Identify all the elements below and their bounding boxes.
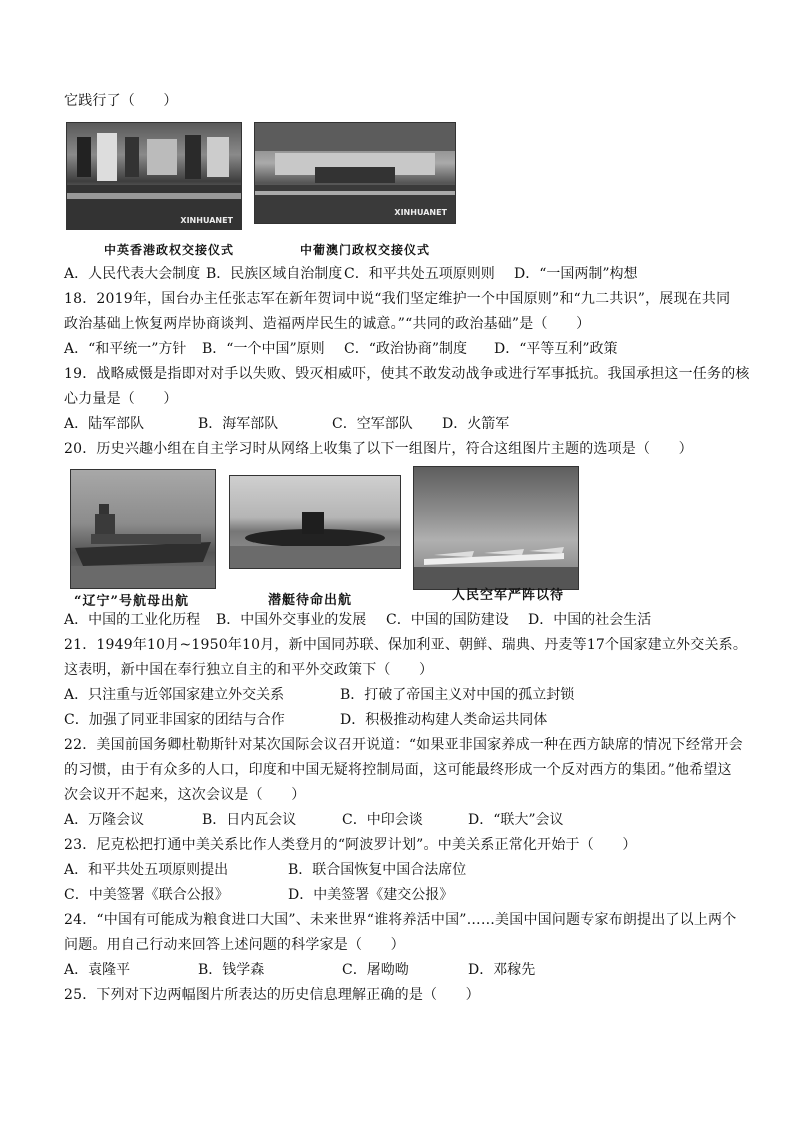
q17-options	[64, 263, 638, 285]
q20-options	[64, 609, 651, 631]
q19-options	[64, 413, 509, 435]
q21-options-row-2	[64, 709, 547, 731]
q18-stem-line-2: 政治基础上恢复两岸协商谈判、造福两岸民生的诚意。”“共同的政治基础”是（ ）	[64, 316, 591, 332]
q24-option-d[interactable]: D．邓稼先	[468, 962, 536, 978]
q21-options-row-1	[64, 684, 574, 706]
macau-caption: 中葡澳门政权交接仪式	[300, 243, 431, 257]
q18-option-d[interactable]: D．“平等互利”政策	[494, 341, 618, 357]
q23-stem: 23．尼克松把打通中美关系比作人类登月的“阿波罗计划”。中美关系正常化开始于（ ）	[64, 837, 637, 853]
q17-stem-tail: 它践行了（ ）	[64, 93, 178, 109]
q23-option-a[interactable]: A．和平共处五项原则提出	[64, 862, 229, 878]
q18-option-b[interactable]: B．“一个中国”原则	[202, 341, 325, 357]
q22-option-b[interactable]: B．日内瓦会议	[202, 812, 297, 828]
q19-option-b[interactable]: B．海军部队	[198, 416, 279, 432]
q23-option-b[interactable]: B．联合国恢复中国合法席位	[288, 862, 467, 878]
q17-option-a[interactable]: A．人民代表大会制度	[64, 266, 201, 282]
q22-option-a[interactable]: A．万隆会议	[64, 812, 145, 828]
air-force-caption: 人民空军严阵以待	[452, 588, 565, 603]
q20-option-c[interactable]: C．中国的国防建设	[386, 612, 509, 628]
q24-option-c[interactable]: C．屠呦呦	[342, 962, 409, 978]
q23-option-c[interactable]: C．中美签署《联合公报》	[64, 887, 229, 903]
q22-stem-line-1: 22．美国前国务卿杜勒斯针对某次国际会议召开说道：“如果亚非国家养成一种在西方缺席的情况下经常开会	[64, 737, 743, 753]
q20-stem: 20．历史兴趣小组在自主学习时从网络上收集了以下一组图片，符合这组图片主题的选项是（ ）	[64, 441, 693, 457]
q24-options	[64, 959, 535, 981]
q22-stem-line-3: 次会议开不起来，这次会议是（ ）	[64, 787, 306, 803]
q21-option-d[interactable]: D．积极推动构建人类命运共同体	[340, 712, 548, 728]
q23-option-d[interactable]: D．中美签署《建交公报》	[288, 887, 454, 903]
q18-options	[64, 338, 618, 360]
hongkong-handover-illustration	[67, 123, 241, 229]
q17-option-b[interactable]: B．民族区域自治制度	[206, 266, 343, 282]
q22-stem-line-2: 的习惯，由于有众多的人口，印度和中国无疑将控制局面，这可能最终形成一个反对西方的集团。”他希望这	[64, 762, 732, 778]
q18-option-c[interactable]: C．“政治协商”制度	[344, 341, 468, 357]
carrier-photo	[70, 469, 216, 589]
hongkong-handover-photo	[66, 122, 242, 230]
q19-stem-line-2: 心力量是（ ）	[64, 391, 178, 407]
q21-stem-line-1: 21．1949年10月~1950年10月，新中国同苏联、保加利亚、朝鲜、瑞典、丹麦等17个国家建立外交关系。	[64, 637, 748, 653]
q21-option-a[interactable]: A．只注重与近邻国家建立外交关系	[64, 687, 285, 703]
q20-option-a[interactable]: A．中国的工业化历程	[64, 612, 201, 628]
q20-option-b[interactable]: B．中国外交事业的发展	[216, 612, 367, 628]
q21-stem-line-2: 这表明，新中国在奉行独立自主的和平外交政策下（ ）	[64, 662, 434, 678]
q21-option-c[interactable]: C．加强了同亚非国家的团结与合作	[64, 712, 285, 728]
fighter-jets-illustration	[414, 467, 578, 589]
q22-option-d[interactable]: D．“联大”会议	[468, 812, 564, 828]
q21-option-b[interactable]: B．打破了帝国主义对中国的孤立封锁	[340, 687, 575, 703]
q24-option-a[interactable]: A．袁隆平	[64, 962, 131, 978]
photo-watermark: XINHUANET	[180, 216, 233, 225]
q22-options	[64, 809, 564, 831]
q18-option-a[interactable]: A．“和平统一”方针	[64, 341, 187, 357]
aircraft-carrier-illustration	[71, 470, 215, 588]
q17-option-d[interactable]: D．“一国两制”构想	[514, 266, 638, 282]
air-force-photo	[413, 466, 579, 590]
q19-option-a[interactable]: A．陆军部队	[64, 416, 145, 432]
q20-option-d[interactable]: D．中国的社会生活	[528, 612, 652, 628]
q18-stem-line-1: 18．2019年，国台办主任张志军在新年贺词中说“我们坚定维护一个中国原则”和“九二共识”，展现在共同	[64, 291, 731, 307]
q17-option-c[interactable]: C．和平共处五项原则则	[344, 266, 495, 282]
q19-option-d[interactable]: D．火箭军	[442, 416, 510, 432]
submarine-photo	[229, 475, 401, 569]
macau-handover-photo	[254, 122, 456, 224]
carrier-caption: “辽宁”号航母出航	[74, 594, 189, 609]
q24-stem-line-2: 问题。用自己行动来回答上述问题的科学家是（ ）	[64, 937, 405, 953]
q24-stem-line-1: 24．“中国有可能成为粮食进口大国”、未来世界“谁将养活中国”……美国中国问题专家布朗提出了以上两个	[64, 912, 737, 928]
q19-stem-line-1: 19．战略威慑是指即对对手以失败、毁灭相威吓，使其不敢发动战争或进行军事抵抗。我国承担这一任务的核	[64, 366, 750, 382]
submarine-caption: 潜艇待命出航	[268, 593, 353, 608]
q25-stem: 25．下列对下边两幅图片所表达的历史信息理解正确的是（ ）	[64, 987, 480, 1003]
hongkong-caption: 中英香港政权交接仪式	[104, 243, 235, 257]
q19-option-c[interactable]: C．空军部队	[332, 416, 413, 432]
q24-option-b[interactable]: B．钱学森	[198, 962, 265, 978]
photo-watermark: XINHUANET	[394, 208, 447, 217]
q23-options-row-2	[64, 884, 453, 906]
submarine-illustration	[230, 476, 400, 568]
q23-options-row-1	[64, 859, 466, 881]
q22-option-c[interactable]: C．中印会谈	[342, 812, 423, 828]
